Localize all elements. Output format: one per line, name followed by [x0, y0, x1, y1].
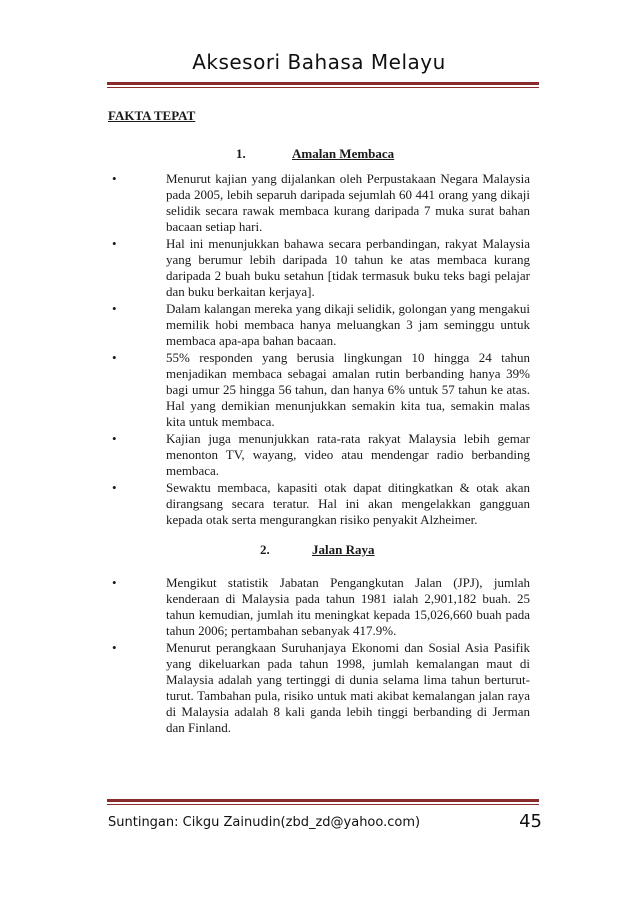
- bullet-dot-icon: •: [112, 575, 117, 590]
- list-item: [108, 431, 530, 479]
- bullet-dot-icon: •: [112, 480, 117, 495]
- list-item-text: Kajian juga menunjukkan rata-rata rakyat Malaysia lebih gemar menonton TV, wayang, video atau mendengar radio berbanding membaca.: [166, 431, 530, 478]
- bullet-dot-icon: •: [112, 431, 117, 446]
- subheading-title: Amalan Membaca: [292, 146, 395, 161]
- list-item: [108, 236, 530, 300]
- subheading-number: 1.: [236, 146, 246, 161]
- bullet-list-amalan-membaca: [108, 171, 530, 529]
- list-item-text: Hal ini menunjukkan bahawa secara perbandingan, rakyat Malaysia yang berumur lebih daripada 10 tahun ke atas membaca kurang daripada 2 buah buku setahun [tidak termasuk buku teks bagi pelajar dan buku berkaitan kerjaya].: [166, 236, 530, 299]
- bullet-list-jalan-raya: [108, 575, 530, 737]
- list-item-text: Menurut kajian yang dijalankan oleh Perpustakaan Negara Malaysia pada 2005, lebih separuh daripada sejumlah 60 441 orang yang dikaji selidik secara rawak membaca kurang daripada 7 muka surat bahan bacaan setiap hari.: [166, 171, 530, 234]
- subheading-number: 2.: [260, 542, 270, 557]
- bullet-dot-icon: •: [112, 236, 117, 251]
- bullet-dot-icon: •: [112, 640, 117, 655]
- list-item-text: Dalam kalangan mereka yang dikaji selidik, golongan yang mengakui memilik hobi membaca hanya meluangkan 3 jam seminggu untuk membaca apa-apa bahan bacaan.: [166, 301, 530, 348]
- footer-credit: Suntingan: Cikgu Zainudin(zbd_zd@yahoo.com): [108, 815, 421, 830]
- bullet-dot-icon: •: [112, 171, 117, 186]
- list-item-text: Sewaktu membaca, kapasiti otak dapat ditingkatkan & otak akan dirangsang secara teratur. Hal ini akan mengelakkan gangguan kepada otak serta mengurangkan risiko penyakit Alzheimer.: [166, 480, 530, 527]
- page-header-title: Aksesori Bahasa Melayu: [192, 50, 446, 74]
- list-item: [108, 350, 530, 430]
- subheading-title: Jalan Raya: [312, 542, 375, 557]
- page-number: 45: [519, 811, 542, 832]
- bullet-dot-icon: •: [112, 301, 117, 316]
- list-item: [108, 480, 530, 528]
- header-rule-thick: [107, 82, 539, 85]
- list-item: [108, 301, 530, 349]
- list-item-text: Mengikut statistik Jabatan Pengangkutan Jalan (JPJ), jumlah kenderaan di Malaysia pada tahun 1981 ialah 2,901,182 buah. 25 tahun kemudian, jumlah itu meningkat kepada 15,026,660 buah pada tahun 2006; pertambahan sebanyak 417.9%.: [166, 575, 530, 638]
- footer-rule-thin: [107, 804, 539, 805]
- list-item: [108, 171, 530, 235]
- list-item: [108, 640, 530, 736]
- header-rule-thin: [107, 87, 539, 88]
- list-item: [108, 575, 530, 639]
- bullet-dot-icon: •: [112, 350, 117, 365]
- footer-rule-thick: [107, 799, 539, 802]
- section-label: FAKTA TEPAT: [108, 108, 196, 123]
- list-item-text: Menurut perangkaan Suruhanjaya Ekonomi dan Sosial Asia Pasifik yang dikeluarkan pada tahun 1998, jumlah kemalangan maut di Malaysia adalah yang tertinggi di dunia selama lima tahun berturut-turut. Tambahan pula, risiko untuk mati akibat kemalangan jalan raya di Malaysia adalah 8 kali ganda lebih tinggi berbanding di Jerman dan Finland.: [166, 640, 530, 735]
- list-item-text: 55% responden yang berusia lingkungan 10 hingga 24 tahun menjadikan membaca sebagai amalan rutin berbanding hanya 39% bagi umur 25 hingga 56 tahun, dan hanya 6% untuk 57 tahun ke atas. Hal yang demikian menunjukkan semakin kita tua, semakin malas kita untuk membaca.: [166, 350, 530, 429]
